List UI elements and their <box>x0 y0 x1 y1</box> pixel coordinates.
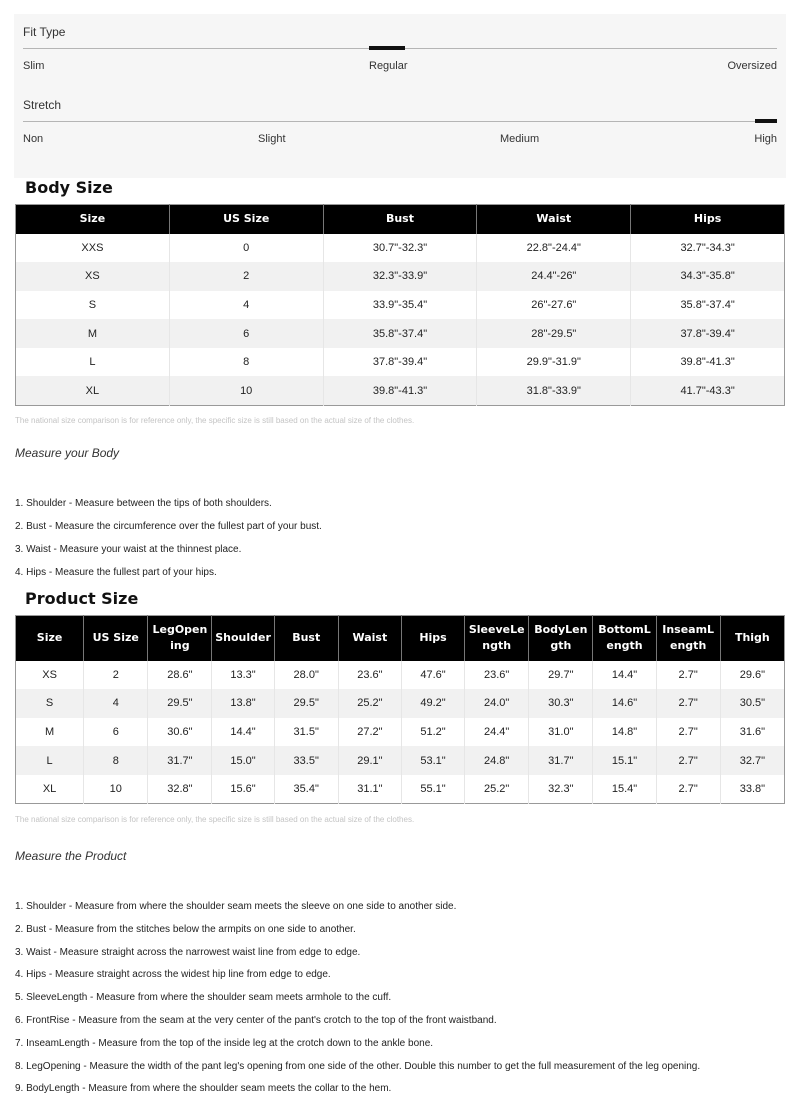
header-hips: Hips <box>401 616 464 661</box>
measure-product-title: Measure the Product <box>15 849 127 863</box>
table-cell: L <box>16 746 84 775</box>
list-item: 4. Hips - Measure the fullest part of your hips. <box>15 567 217 578</box>
table-cell: 37.8"-39.4" <box>323 348 477 377</box>
table-cell: 37.8"-39.4" <box>631 319 785 348</box>
table-cell: 4 <box>169 291 323 320</box>
table-cell: 31.7" <box>148 746 212 775</box>
stretch-label-high: High <box>754 133 777 145</box>
list-item: 3. Waist - Measure your waist at the thinnest place. <box>15 544 242 555</box>
table-cell: 24.4"-26" <box>477 262 631 291</box>
header-bust: Bust <box>323 205 477 234</box>
table-cell: 23.6" <box>338 661 401 690</box>
table-row <box>16 689 785 718</box>
table-cell: M <box>45 725 55 738</box>
stretch-label-slight: Slight <box>258 133 286 145</box>
product-size-header-row <box>16 616 785 661</box>
table-cell: 35.8"-37.4" <box>631 291 785 320</box>
stretch-label-non: Non <box>23 133 44 145</box>
table-cell: 13.8" <box>212 689 274 718</box>
table-cell: 2.7" <box>656 661 720 690</box>
table-cell: 15.1" <box>593 746 656 775</box>
table-row <box>16 661 785 690</box>
stretch-marker <box>755 119 777 123</box>
table-cell: 10 <box>169 376 323 405</box>
table-cell: 35.4" <box>274 775 338 804</box>
table-cell: 0 <box>169 234 323 263</box>
table-cell: 2.7" <box>656 746 720 775</box>
list-item: 2. Bust - Measure from the stitches below the armpits on one side to another. <box>15 923 356 935</box>
table-cell: 39.8"-41.3" <box>323 376 477 405</box>
table-cell: 24.0" <box>465 689 529 718</box>
table-cell: 2.7" <box>656 775 720 804</box>
table-cell: 29.5" <box>274 689 338 718</box>
table-cell: 8 <box>169 348 323 377</box>
table-cell: 29.9"-31.9" <box>477 348 631 377</box>
table-cell: 31.0" <box>529 718 593 747</box>
fit-type-title: Fit Type <box>23 25 66 39</box>
table-cell: 14.6" <box>593 689 656 718</box>
table-cell: 4 <box>84 689 148 718</box>
table-cell: 31.1" <box>338 775 401 804</box>
table-cell: 32.3" <box>529 775 593 804</box>
table-cell: S <box>16 689 84 718</box>
table-cell: 29.5" <box>148 689 212 718</box>
table-cell: 31.7" <box>529 746 593 775</box>
fit-type-label-regular: Regular <box>369 60 408 72</box>
table-cell: XL <box>42 782 57 795</box>
body-size-table <box>15 204 785 406</box>
table-cell: 34.3"-35.8" <box>631 262 785 291</box>
table-cell: 10 <box>84 775 148 804</box>
table-cell: 35.8"-37.4" <box>323 319 477 348</box>
table-cell: 55.1" <box>401 775 464 804</box>
table-cell: 32.7"-34.3" <box>631 234 785 263</box>
table-cell: 28.6" <box>148 661 212 690</box>
body-size-title: Body Size <box>25 178 113 197</box>
table-row <box>16 348 785 377</box>
list-item: 9. BodyLength - Measure from where the shoulder seam meets the collar to the hem. <box>15 1083 392 1095</box>
table-cell: 25.2" <box>465 775 529 804</box>
table-cell: L <box>89 356 96 369</box>
list-item: 7. InseamLength - Measure from the top of the inside leg at the crotch down to the ankle bone. <box>15 1037 434 1049</box>
table-row <box>16 718 785 747</box>
header-leg-opening: LegOpen ing <box>148 616 212 661</box>
table-cell: 24.8" <box>465 746 529 775</box>
table-cell: 49.2" <box>401 689 464 718</box>
table-cell: 28"-29.5" <box>477 319 631 348</box>
header-us-size: US Size <box>169 205 323 234</box>
table-cell: 29.1" <box>338 746 401 775</box>
table-cell: 27.2" <box>338 718 401 747</box>
table-cell: 53.1" <box>401 746 464 775</box>
table-cell: 2.7" <box>656 689 720 718</box>
table-cell: 33.8" <box>720 775 784 804</box>
body-size-header-row <box>16 205 785 234</box>
header-sleeve-length: SleeveLe ngth <box>465 616 529 661</box>
table-cell: M <box>16 319 170 348</box>
table-cell: 25.2" <box>338 689 401 718</box>
header-size: Size <box>16 205 170 234</box>
table-cell: XS <box>42 668 57 681</box>
table-cell: 28.0" <box>274 661 338 690</box>
table-cell: 15.6" <box>212 775 274 804</box>
table-cell: 14.8" <box>593 718 656 747</box>
header-hips: Hips <box>631 205 785 234</box>
header-us-size: US Size <box>84 616 148 661</box>
table-row <box>16 234 785 263</box>
table-cell: 32.8" <box>148 775 212 804</box>
table-cell: 8 <box>84 746 148 775</box>
table-cell: 14.4" <box>212 718 274 747</box>
product-size-note: The national size comparison is for reference only, the specific size is still based on the actual size of the clothes. <box>15 815 415 824</box>
table-cell: 29.7" <box>529 661 593 690</box>
table-cell: 41.7"-43.3" <box>631 376 785 405</box>
list-item: 5. SleeveLength - Measure from where the shoulder seam meets armhole to the cuff. <box>15 992 392 1004</box>
table-cell: 22.8"-24.4" <box>477 234 631 263</box>
list-item: 1. Shoulder - Measure between the tips of both shoulders. <box>15 498 272 509</box>
header-waist: Waist <box>477 205 631 234</box>
table-cell: 6 <box>169 319 323 348</box>
table-cell: 24.4" <box>465 718 529 747</box>
list-item: 3. Waist - Measure straight across the narrowest waist line from edge to edge. <box>15 946 361 958</box>
list-item: 1. Shoulder - Measure from where the shoulder seam meets the sleeve on one side to another side. <box>15 901 457 912</box>
table-cell: 2 <box>84 661 148 690</box>
list-item: 2. Bust - Measure the circumference over the fullest part of your bust. <box>15 521 322 532</box>
table-row <box>16 262 785 291</box>
header-waist: Waist <box>338 616 401 661</box>
header-inseam-length: InseamL ength <box>656 616 720 661</box>
table-cell: 32.3"-33.9" <box>323 262 477 291</box>
product-size-table <box>15 615 785 804</box>
header-shoulder: Shoulder <box>212 616 274 661</box>
stretch-title: Stretch <box>23 98 62 112</box>
table-cell: 26"-27.6" <box>477 291 631 320</box>
table-cell: 15.4" <box>593 775 656 804</box>
table-cell: 33.9"-35.4" <box>323 291 477 320</box>
table-cell: 2 <box>169 262 323 291</box>
fit-type-marker <box>369 46 405 50</box>
table-cell: XS <box>16 262 170 291</box>
table-row <box>16 746 785 775</box>
table-cell: 29.6" <box>720 661 784 690</box>
fit-type-label-oversized: Oversized <box>727 60 777 72</box>
header-thigh: Thigh <box>720 616 784 661</box>
header-bottom-length: BottomL ength <box>593 616 656 661</box>
stretch-label-medium: Medium <box>500 133 540 145</box>
table-cell: 13.3" <box>212 661 274 690</box>
table-cell: 32.7" <box>720 746 784 775</box>
table-cell: XL <box>16 376 170 405</box>
stretch-track <box>23 121 777 122</box>
table-cell: 30.5" <box>720 689 784 718</box>
table-cell: S <box>88 298 97 311</box>
table-cell: 33.5" <box>274 746 338 775</box>
table-row <box>16 775 785 804</box>
table-cell: 2.7" <box>656 718 720 747</box>
table-cell: 51.2" <box>401 718 464 747</box>
table-cell: 39.8"-41.3" <box>631 348 785 377</box>
table-cell: 47.6" <box>401 661 464 690</box>
table-cell: 30.7"-32.3" <box>323 234 477 263</box>
list-item: 4. Hips - Measure straight across the widest hip line from edge to edge. <box>15 969 331 981</box>
header-size: Size <box>16 616 84 661</box>
header-body-length: BodyLen gth <box>529 616 593 661</box>
table-cell: 6 <box>84 718 148 747</box>
table-row <box>16 319 785 348</box>
table-row <box>16 291 785 320</box>
table-cell: 23.6" <box>465 661 529 690</box>
list-item: 6. FrontRise - Measure from the seam at the very center of the pant's crotch to the top of the front waistband. <box>15 1015 497 1026</box>
table-cell: XXS <box>81 241 104 254</box>
table-cell: 31.6" <box>720 718 784 747</box>
fit-panel <box>14 14 786 178</box>
table-cell: 31.5" <box>274 718 338 747</box>
table-cell: 30.6" <box>148 718 212 747</box>
table-cell: 15.0" <box>212 746 274 775</box>
table-cell: 14.4" <box>593 661 656 690</box>
product-size-title: Product Size <box>25 589 139 608</box>
table-row <box>16 376 785 405</box>
table-cell: 31.8"-33.9" <box>477 376 631 405</box>
table-cell: 30.3" <box>529 689 593 718</box>
list-item: 8. LegOpening - Measure the width of the pant leg's opening from one side of the other. Double this number to get the full measurement of the leg opening. <box>15 1060 701 1072</box>
body-size-note: The national size comparison is for reference only, the specific size is still based on the actual size of the clothes. <box>15 416 415 425</box>
measure-body-title: Measure your Body <box>15 446 120 460</box>
fit-type-label-slim: Slim <box>23 60 45 72</box>
header-bust: Bust <box>274 616 338 661</box>
